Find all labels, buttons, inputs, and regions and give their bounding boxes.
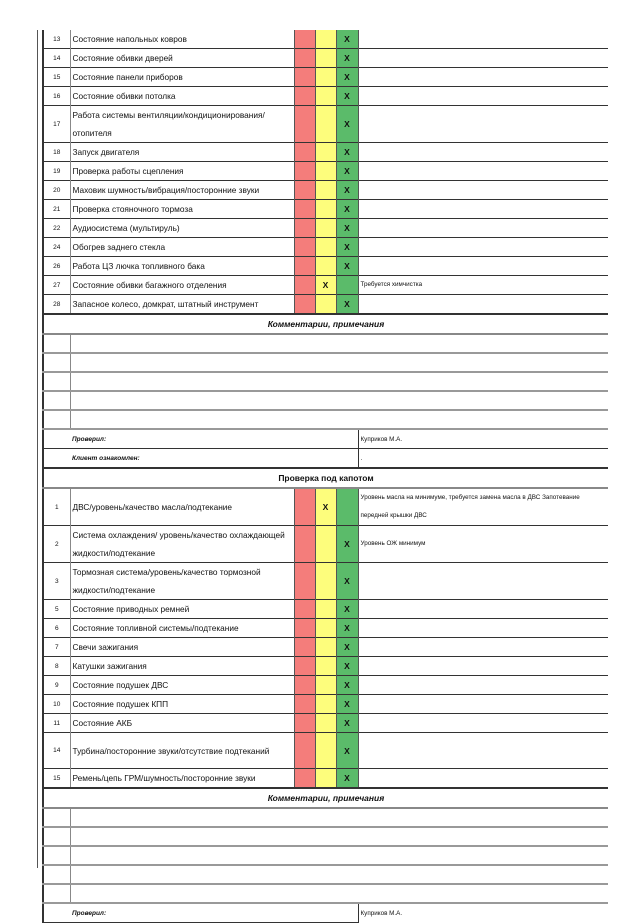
status-yellow-cell[interactable] [315,619,336,638]
row-label: Состояние приводных ремней [72,604,190,614]
status-red-cell[interactable] [294,600,315,619]
mark-x: X [344,261,350,271]
checklist-row [43,295,608,315]
status-yellow-cell[interactable] [315,638,336,657]
row-comment[interactable] [358,638,608,657]
status-red-cell[interactable] [294,30,315,49]
row-comment[interactable] [358,695,608,714]
row-comment[interactable] [358,219,608,238]
status-yellow-cell[interactable] [315,257,336,276]
checklist-row [43,676,608,695]
status-yellow-cell[interactable] [315,600,336,619]
checked-label: Проверил: [70,903,358,923]
row-number: 27 [43,276,70,295]
row-comment[interactable] [358,257,608,276]
status-red-cell[interactable] [294,276,315,295]
status-green-cell[interactable] [336,769,358,789]
mark-x: X [344,223,350,233]
row-number: 26 [43,257,70,276]
row-label: Турбина/посторонние звуки/отсутствие подтеканий [72,745,270,756]
mark-x: X [344,699,350,709]
row-number: 10 [43,695,70,714]
row-number: 17 [43,106,70,143]
status-yellow-cell[interactable] [315,488,336,526]
mark-x: X [344,623,350,633]
status-red-cell[interactable] [294,49,315,68]
status-yellow-cell[interactable] [315,733,336,769]
status-green-cell[interactable] [336,30,358,49]
status-green-cell[interactable] [336,87,358,106]
status-yellow-cell[interactable] [315,68,336,87]
checklist-row [43,769,608,789]
status-red-cell[interactable] [294,295,315,315]
row-label: Работа ЦЗ лючка топливного бака [72,261,205,271]
mark-x: X [344,185,350,195]
status-green-cell[interactable] [336,200,358,219]
row-number: 14 [43,49,70,68]
checklist-row [43,181,608,200]
checklist-row [43,695,608,714]
row-number: 28 [43,295,70,315]
checklist-row [43,49,608,68]
mark-x: X [344,604,350,614]
checked-label: Проверил: [70,429,358,449]
section2-rows [43,488,608,788]
status-yellow-cell[interactable] [315,276,336,295]
section2-checked-row [43,903,608,923]
row-number: 8 [43,657,70,676]
checklist-row [43,600,608,619]
row-label: Запуск двигателя [72,147,140,157]
row-label: Работа системы вентиляции/кондиционирования/ отопителя [72,110,265,138]
status-red-cell[interactable] [294,619,315,638]
row-label: Аудиосистема (мультируль) [72,223,180,233]
row-comment[interactable] [358,714,608,733]
comment-line[interactable] [70,846,608,865]
checklist-row [43,563,608,600]
status-red-cell[interactable] [294,87,315,106]
row-label: Состояние панели приборов [72,72,183,82]
row-number: 9 [43,676,70,695]
row-label: Свечи зажигания [72,642,139,652]
status-red-cell[interactable] [294,68,315,87]
status-red-cell[interactable] [294,181,315,200]
row-number: 24 [43,238,70,257]
status-yellow-cell[interactable] [315,563,336,600]
comment-line[interactable] [70,884,608,903]
checklist-row [43,143,608,162]
row-number: 2 [43,526,70,563]
row-number: 3 [43,563,70,600]
section1-client-row [43,449,608,469]
row-comment[interactable] [358,733,608,769]
checklist-row [43,238,608,257]
checklist-row [43,657,608,676]
status-yellow-cell[interactable] [315,49,336,68]
status-green-cell[interactable] [336,563,358,600]
status-green-cell[interactable] [336,600,358,619]
status-yellow-cell[interactable] [315,106,336,143]
mark-x: X [344,72,350,82]
row-label: Ремень/цепь ГРМ/шумность/посторонние звуки [72,773,256,783]
status-yellow-cell[interactable] [315,295,336,315]
row-number: 19 [43,162,70,181]
status-yellow-cell[interactable] [315,143,336,162]
status-red-cell[interactable] [294,143,315,162]
mark-x: X [344,539,350,549]
row-comment[interactable] [358,563,608,600]
row-number: 1 [43,488,70,526]
checklist-row [43,106,608,143]
mark-x: X [344,53,350,63]
status-red-cell[interactable] [294,257,315,276]
row-comment[interactable] [358,619,608,638]
row-label: Тормозная система/уровень/качество тормозной жидкости/подтекание [72,567,261,595]
status-yellow-cell[interactable] [315,200,336,219]
mark-x: X [344,242,350,252]
checked-value: Куприков М.А. [358,903,608,923]
row-label: Состояние топливной системы/подтекание [72,623,239,633]
row-number: 13 [43,30,70,49]
status-yellow-cell[interactable] [315,769,336,789]
status-red-cell[interactable] [294,638,315,657]
row-label: Проверка стояночного тормоза [72,204,193,214]
status-yellow-cell[interactable] [315,181,336,200]
status-red-cell[interactable] [294,769,315,789]
row-number: 21 [43,200,70,219]
row-number: 5 [43,600,70,619]
status-red-cell[interactable] [294,238,315,257]
mark-x: X [344,204,350,214]
checklist-row [43,30,608,49]
status-green-cell[interactable] [336,733,358,769]
row-comment[interactable]: Уровень масла на минимуме, требуется замена масла в ДВС Запотевание передней крышки ДВС [360,494,580,519]
mark-x: X [344,34,350,44]
section1-rows [43,30,608,314]
status-green-cell[interactable] [336,714,358,733]
comment-line[interactable] [70,334,608,353]
status-red-cell[interactable] [294,200,315,219]
status-green-cell[interactable] [336,49,358,68]
row-comment[interactable] [358,200,608,219]
checklist-row [43,714,608,733]
mark-x: X [344,119,350,129]
status-red-cell[interactable] [294,676,315,695]
row-comment[interactable]: Требуется химчистка [360,281,423,288]
status-green-cell[interactable] [336,619,358,638]
comment-line[interactable] [70,372,608,391]
status-red-cell[interactable] [294,162,315,181]
row-label: Проверка работы сцепления [72,166,184,176]
status-green-cell[interactable] [336,676,358,695]
inspection-table [42,30,608,923]
comment-line[interactable] [70,865,608,884]
status-yellow-cell[interactable] [315,526,336,563]
row-comment[interactable] [358,162,608,181]
status-yellow-cell[interactable] [315,695,336,714]
row-label: Катушки зажигания [72,661,147,671]
comment-line[interactable] [70,827,608,846]
status-green-cell[interactable] [336,657,358,676]
row-label: ДВС/уровень/качество масла/подтекание [72,502,233,512]
section1-checked-row [43,429,608,449]
row-comment[interactable] [358,106,608,143]
row-comment[interactable] [358,676,608,695]
checklist-row [43,638,608,657]
checklist-row [43,488,608,526]
row-label: Состояние АКБ [72,718,133,728]
status-red-cell[interactable] [294,219,315,238]
row-number: 7 [43,638,70,657]
section2-comment-lines [43,808,608,903]
row-label: Состояние обивки багажного отделения [72,280,227,290]
row-comment[interactable] [358,181,608,200]
status-yellow-cell[interactable] [315,219,336,238]
checklist-row [43,68,608,87]
status-green-cell[interactable] [336,295,358,315]
row-number: 11 [43,714,70,733]
status-red-cell[interactable] [294,488,315,526]
checked-value: Куприков М.А. [358,429,608,449]
row-comment[interactable] [358,68,608,87]
page-margin-line [37,30,38,868]
row-number: 22 [43,219,70,238]
row-comment[interactable] [358,657,608,676]
status-red-cell[interactable] [294,657,315,676]
mark-x: X [344,91,350,101]
status-yellow-cell[interactable] [315,238,336,257]
checklist-row [43,733,608,769]
row-label: Состояние напольных ковров [72,34,187,44]
comment-line[interactable] [70,391,608,410]
status-red-cell[interactable] [294,695,315,714]
mark-x: X [344,147,350,157]
status-yellow-cell[interactable] [315,30,336,49]
status-green-cell[interactable] [336,695,358,714]
status-red-cell[interactable] [294,733,315,769]
status-green-cell[interactable] [336,68,358,87]
status-red-cell[interactable] [294,526,315,563]
row-comment[interactable]: Уровень ОЖ минимум [360,540,426,547]
row-comment[interactable] [358,49,608,68]
checklist-row [43,526,608,563]
status-green-cell[interactable] [336,219,358,238]
section2-comments-header: Комментарии, примечания [43,788,608,808]
mark-x: X [344,718,350,728]
row-label: Запасное колесо, домкрат, штатный инструмент [72,299,259,309]
row-number: 15 [43,68,70,87]
section1-comment-lines [43,334,608,429]
comment-line[interactable] [70,353,608,372]
client-label: Клиент ознакомлен: [70,449,358,469]
comment-line[interactable] [70,808,608,827]
row-comment[interactable] [358,30,608,49]
checklist-row [43,276,608,295]
status-yellow-cell[interactable] [315,714,336,733]
checklist-row [43,162,608,181]
row-label: Маховик шумность/вибрация/посторонние звуки [72,185,260,195]
status-green-cell[interactable] [336,106,358,143]
row-comment[interactable] [358,143,608,162]
row-comment[interactable] [358,769,608,789]
mark-x: X [344,661,350,671]
status-yellow-cell[interactable] [315,676,336,695]
row-label: Система охлаждения/ уровень/качество охлаждающей жидкости/подтекание [72,530,285,558]
mark-x: X [344,773,350,783]
status-green-cell[interactable] [336,638,358,657]
mark-x: X [344,680,350,690]
checklist-row [43,619,608,638]
row-comment[interactable] [358,238,608,257]
mark-x: X [322,280,329,290]
mark-x: X [344,166,350,176]
status-green-cell[interactable] [336,181,358,200]
mark-x: X [344,576,350,586]
row-number: 18 [43,143,70,162]
row-label: Состояние обивки потолка [72,91,176,101]
row-label: Состояние подушек КПП [72,699,169,709]
checklist-row [43,219,608,238]
status-yellow-cell[interactable] [315,87,336,106]
mark-x: X [344,299,350,309]
status-green-cell[interactable] [336,488,358,526]
status-green-cell[interactable] [336,276,358,295]
mark-x: X [344,642,350,652]
row-number: 6 [43,619,70,638]
status-yellow-cell[interactable] [315,657,336,676]
row-number: 20 [43,181,70,200]
client-value: . [360,454,363,462]
section2-title: Проверка под капотом [43,468,608,488]
checklist-row [43,87,608,106]
row-number: 16 [43,87,70,106]
inspection-sheet [42,30,607,923]
checklist-row [43,200,608,219]
comment-line[interactable] [70,410,608,429]
status-green-cell[interactable] [336,238,358,257]
status-green-cell[interactable] [336,162,358,181]
status-yellow-cell[interactable] [315,162,336,181]
checklist-row [43,257,608,276]
row-label: Состояние подушек ДВС [72,680,169,690]
mark-x: X [344,745,350,756]
row-comment[interactable] [358,600,608,619]
mark-x: X [322,502,329,512]
row-label: Состояние обивки дверей [72,53,173,63]
row-comment[interactable] [358,295,608,315]
status-green-cell[interactable] [336,526,358,563]
section1-comments-header: Комментарии, примечания [43,314,608,334]
status-red-cell[interactable] [294,563,315,600]
status-green-cell[interactable] [336,257,358,276]
row-number: 14 [43,733,70,769]
status-red-cell[interactable] [294,106,315,143]
row-number: 15 [43,769,70,789]
status-green-cell[interactable] [336,143,358,162]
row-label: Обогрев заднего стекла [72,242,166,252]
row-comment[interactable] [358,87,608,106]
status-red-cell[interactable] [294,714,315,733]
